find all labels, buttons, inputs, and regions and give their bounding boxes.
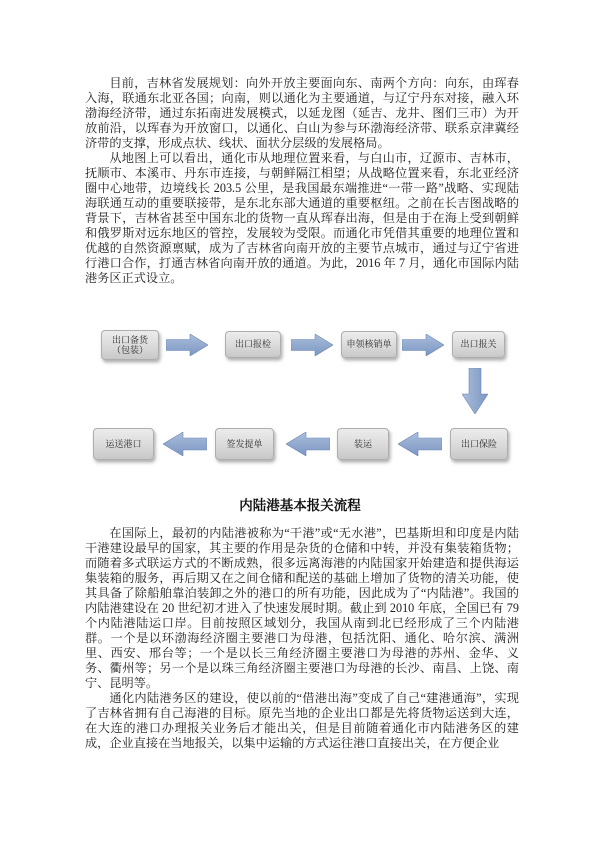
flow-arrow-right-icon: [291, 334, 333, 356]
upper-text-block: [85, 76, 519, 286]
flow-arrow-right-icon: [166, 334, 208, 356]
flow-node-export-insurance: [450, 428, 508, 460]
flow-node-label: 运送港口: [105, 438, 142, 449]
flow-node-shipment: [337, 428, 389, 460]
flow-node-transport-to-port: [93, 428, 154, 460]
lower-text-block: [85, 526, 519, 751]
flow-node-label: 出口报关: [460, 339, 497, 350]
flow-arrow-down-icon: [462, 368, 488, 414]
paragraph: 从地图上可以看出，通化市从地理位置来看，与白山市，辽源市、吉林市，抚顺市、本溪市、丹东市连接，与朝鲜隔江相望；从战略位置来看，东北亚经济圈中心地带，边境线长 203.5 公里，是我国最东端推进“一带一路”战略、实现陆海联通互动的重要联接带，是东北东部大通道的重要枢纽。之前在长吉图战略的背景下，吉林省甚至中国东北的货物一直从珲春出海，但是由于在海上受到朝鲜和俄罗斯对远东地区的管控，发展较为受限。而通化市凭借其重要的地理位置和优越的自然资源禀赋，成为了吉林省向南开放的主要节点城市，通过与辽宁省进行港口合作，打通吉林省向南开放的通道。为此，2016 年 7 月，通化市国际内陆港务区正式设立。: [85, 151, 519, 285]
flow-node-label: 装运: [353, 438, 372, 449]
flow-node-issue-bill-of-lading: [215, 428, 274, 460]
flow-node-label: 申领核销单: [346, 339, 392, 350]
flowchart-caption: 内陆港基本报关流程: [239, 498, 361, 513]
flow-node-export-declaration: [452, 331, 505, 358]
paragraph: 目前，吉林省发展规划：向外开放主要面向东、南两个方向：向东，由珲春入海，联通东北亚各国；向南，则以通化为主要通道，与辽宁丹东对接，融入环渤海经济带，通过东拓南进发展模式，以延龙图（延吉、龙井、图们三市）为开放前沿，以珲春为开放窗口，以通化、白山为参与环渤海经济带、联系京津冀经济带的支撑，形成点状、线状、面状分层级的发展格局。: [85, 76, 519, 150]
flow-node-label: 签发提单: [226, 438, 263, 449]
flow-node-label: 出口备货（包装）: [111, 334, 148, 355]
flow-arrow-left-icon: [398, 432, 442, 456]
flow-arrow-left-icon: [286, 432, 330, 456]
flow-node-label: 出口报检: [234, 339, 271, 350]
flow-node-export-stocking: [101, 330, 159, 360]
flow-node-verification-form: [341, 331, 397, 358]
flow-arrow-right-icon: [402, 334, 444, 356]
paragraph: 在国际上，最初的内陆港被称为“干港”或“无水港”，巴基斯坦和印度是内陆干港建设最早的国家，其主要的作用是杂货的仓储和中转，并没有集装箱货物；而随着多式联运方式的不断成熟，很多远离海港的内陆国家开始建造和提供海运集装箱的服务，再后期又在之间仓储和配送的基础上增加了货物的清关功能，使其具备了除船舶靠泊装卸之外的港口的所有功能，因此成为了“内陆港”。我国的内陆港建设在 20 世纪初才进入了快速发展时期。截止到 2010 年底，全国已有 79 个内陆港陆运口岸。目前按照区域划分，我国从南到北已经形成了三个内陆港群。一个是以环渤海经济圈主要港口为母港，包括沈阳、通化、哈尔滨、满洲里、西安、邢台等；一个是以长三角经济圈主要港口为母港的苏州、金华、义务、衢州等；另一个是以珠三角经济圈主要港口为母港的长沙、南昌、上饶、南宁、昆明等。: [85, 526, 519, 690]
customs-flowchart: [0, 322, 600, 522]
flow-node-export-inspection: [225, 331, 281, 358]
flow-arrow-left-icon: [163, 432, 207, 456]
flow-node-label: 出口保险: [460, 438, 497, 449]
paragraph: 通化内陆港务区的建设，使以前的“借港出海”变成了自己“建港通海”，实现了吉林省拥有自己海港的目标。原先当地的企业出口都是先将货物运送到大连，在大连的港口办理报关业务后才能出关，但是目前随着通化市内陆港务区的建成，企业直接在当地报关，以集中运输的方式运往港口直接出关，在方便企业: [85, 691, 519, 750]
